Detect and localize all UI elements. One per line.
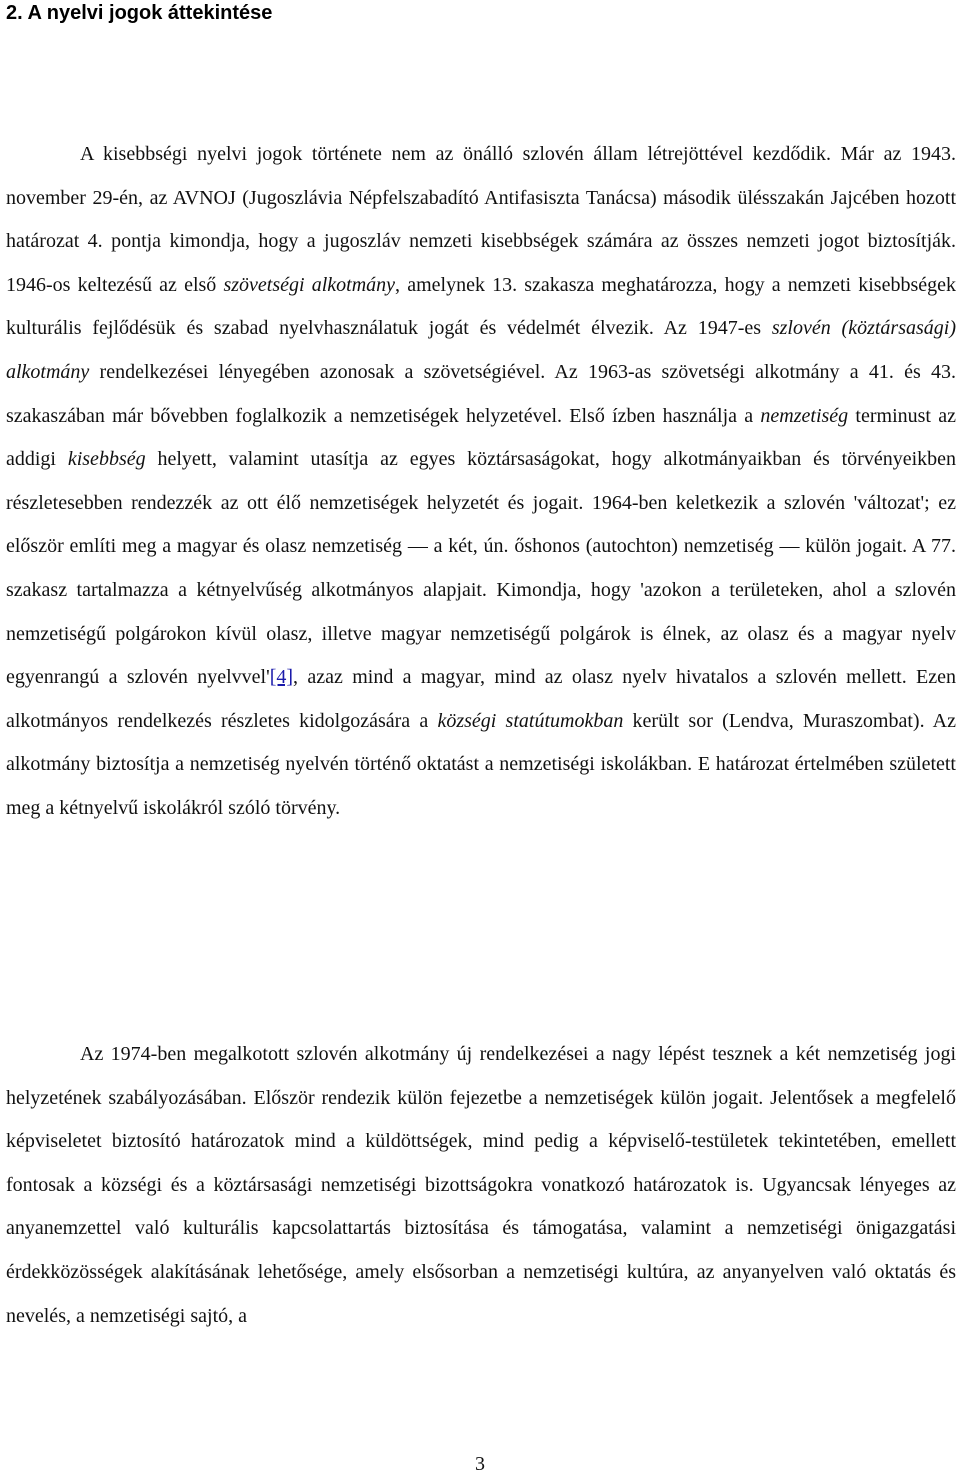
paragraph-1-text-2: , amelynek 13. szakasza meghatározza, hogy a nemzeti kisebbségek kulturális fejlődésük és szabad nyelvhasználatuk jogát és védelmét élvezik. Az 1947-es	[6, 273, 956, 340]
italic-term-nemzetiseg: nemzetiség	[760, 404, 849, 427]
footnote-link[interactable]: [4]	[269, 666, 294, 689]
paragraph-2: Az 1974-ben megalkotott szlovén alkotmány új rendelkezései a nagy lépést tesznek a két nemzetiség jogi helyzetének szabályozásában. Először rendezik külön fejezetbe a nemzetiségek külön jogait. Jelentősek a megfelelő képviseletet biztosító határozatok mind a küldöttségek, mind pedig a képviselő-testületek tekintetében, emellett fontosak a községi és a köztársasági nemzetiségi bizottságokra vonatkozó határozatok is. Ugyancsak lényeges az anyanemzettel való kulturális kapcsolattartás biztosítása és támogatása, valamint a nemzetiségi önigazgatási érdekközösségek alakításának lehetősége, amely elsősorban a nemzetiségi kultúra, az anyanyelven való oktatás és nevelés, a nemzetiségi sajtó, a	[6, 1043, 956, 1327]
paragraph-1-text-6: , azaz mind a magyar, mind az olasz nyelv hivatalos a szlovén mellett. Ezen alkotmányos rendelkezés részletes kidolgozására a	[6, 666, 957, 732]
paragraph-1-text-4: terminust az addigi	[6, 404, 956, 471]
italic-term-kozsegi-statutumok: községi statútumokban	[437, 709, 624, 732]
paragraph-1	[6, 133, 956, 831]
section-heading: 2. A nyelvi jogok áttekintése	[6, 2, 273, 24]
paragraph-1-text-7: került sor (Lendva, Muraszombat). Az alkotmány biztosítja a nemzetiség nyelvén történő oktatást a nemzetiségi iskolákban. E határozat értelmében született meg a kétnyelvű iskolákról szóló törvény.	[6, 709, 956, 819]
italic-term-kisebbseg: kisebbség	[67, 448, 146, 471]
paragraph-1-text-3: rendelkezései lényegében azonosak a szövetségiével. Az 1963-as szövetségi alkotmány a 41. és 43. szakaszában már bővebben foglalkozik a nemzetiségek helyzetével. Első ízben használja a	[6, 360, 956, 427]
page-number: 3	[475, 1453, 485, 1475]
italic-term-slovene-constitution: szlovén (köztársasági) alkotmány	[6, 317, 956, 383]
paragraph-1-text-5: helyett, valamint utasítja az egyes köztársaságokat, hogy alkotmányaikban és törvényeikben részletesebben rendezzék az ott élő nemzetiségek helyzetét és jogait. 1964-ben keletkezik a szlovén 'változat'; ez először említi meg a magyar és olasz nemzetiség — a két, ún. őshonos (autochton) nemzetiség — külön jogait. A 77. szakasz tartalmazza a kétnyelvűség alkotmányos alapjait. Kimondja, hogy 'azokon a területeken, ahol a szlovén nemzetiségű polgárokon kívül olasz, illetve magyar nemzetiségű polgárok is élnek, az olasz és a magyar nyelv egyenrangú a szlovén nyelvvel'	[6, 448, 957, 689]
italic-term-federal-constitution: szövetségi alkotmány	[223, 273, 396, 296]
paragraph-1-text-1: A kisebbségi nyelvi jogok története nem az önálló szlovén állam létrejöttével kezdődik. Már az 1943. november 29-én, az AVNOJ (Jugoszlávia Népfelszabadító Antifasiszta Tanácsa) második ülésszakán Jajcében hozott határozat 4. pontja kimondja, hogy a jugoszláv nemzeti kisebbségek számára az összes nemzeti jogot biztosítják. 1946-os keltezésű az első	[6, 143, 956, 296]
